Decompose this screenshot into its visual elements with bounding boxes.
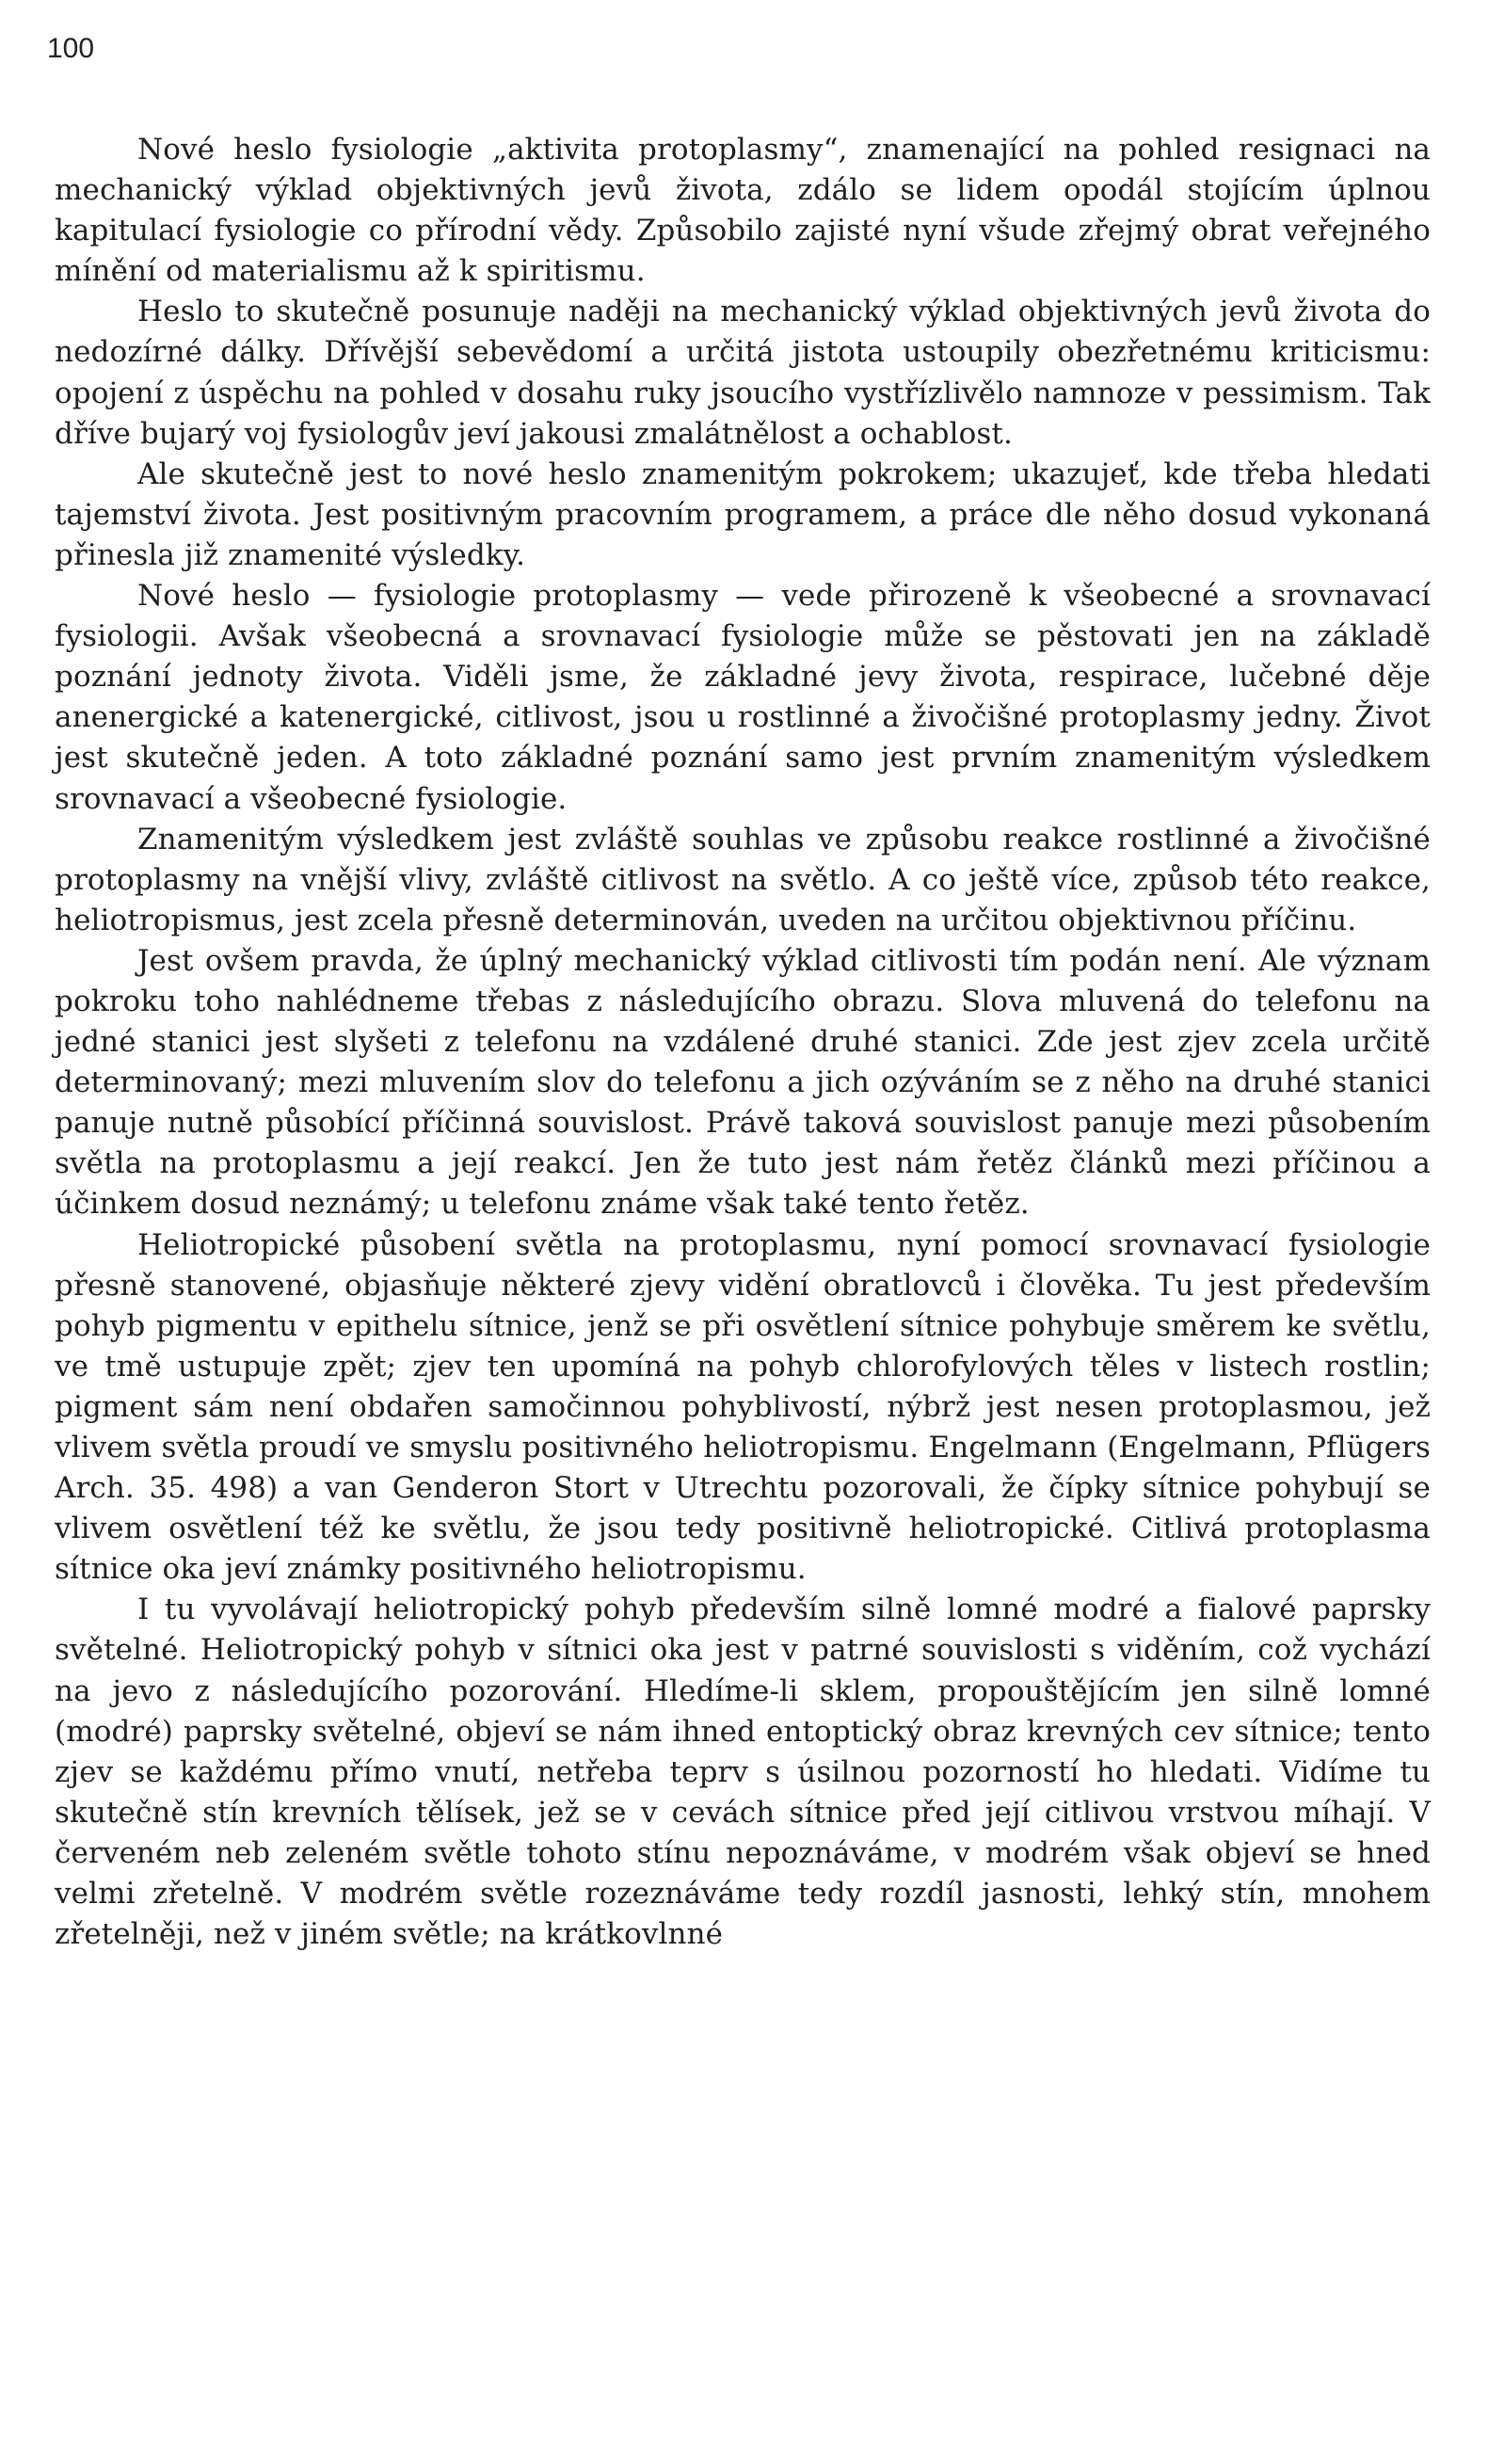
paragraph-4: Nové heslo — fysiologie protoplasmy — vede přirozeně k všeobecné a srovnavací fysiologii. Avšak všeobecná a srovnavací fysiologie může se pěstovati jen na základě poznání jednoty života. Viděli jsme, že základné jevy života, respirace, lučebné děje anenergické a katenergické, citlivost, jsou u rostlinné a živočišné protoplasmy jedny. Život jest skutečně jeden. A toto základné poznání samo jest prvním znamenitým výsledkem srovnavací a všeobecné fysiologie. xyxy=(55,579,1431,816)
paragraph-3: Ale skutečně jest to nové heslo znamenitým pokrokem; ukazujeť, kde třeba hledati tajemství života. Jest positivným pracovním programem, a práce dle něho dosud vykonaná přinesla již znamenité výsledky. xyxy=(55,456,1431,572)
paragraph-5: Znamenitým výsledkem jest zvláště souhlas ve způsobu reakce rostlinné a živočišné protoplasmy na vnější vlivy, zvláště citlivost na světlo. A co ještě více, způsob této reakce, heliotropismus, jest zcela přesně determinován, uveden na určitou objektivnou příčinu. xyxy=(55,822,1431,937)
paragraph-1: Nové heslo fysiologie „aktivita protoplasmy“, znamenající na pohled resignaci na mechanický výklad objektivných jevů života, zdálo se lidem opodál stojícím úplnou kapitulací fysiologie co přírodní vědy. Způsobilo zajisté nyní všude zřejmý obrat veřejného mínění od materialismu až k spiritismu. xyxy=(55,133,1431,289)
paragraph-8: I tu vyvolávají heliotropický pohyb především silně lomné modré a fialové paprsky světelné. Heliotropický pohyb v sítnici oka jest v patrné souvislosti s viděním, což vychází na jevo z následujícího pozorování. Hledíme-li sklem, propouštějícím jen silně lomné (modré) paprsky světelné, objeví se nám ihned entoptický obraz krevných cev sítnice; tento zjev se každému přímo vnutí, netřeba teprv s úsilnou pozorností ho hledati. Vidíme tu skutečně stín krevních tělísek, jež se v cevách sítnice před její citlivou vrstvou míhají. V červeném neb zeleném světle tohoto stínu nepoznáváme, v modrém však objeví se hned velmi zřetelně. V modrém světle rozeznáváme tedy rozdíl jasnosti, lehký stín, mnohem zřetelněji, než v jiném světle; na krátkovlnné xyxy=(55,1592,1431,1952)
paragraph-6: Jest ovšem pravda, že úplný mechanický výklad citlivosti tím podán není. Ale význam pokroku toho nahlédneme třebas z následujícího obrazu. Slova mluvená do telefonu na jedné stanici jest slyšeti z telefonu na vzdálené druhé stanici. Zde jest zjev zcela určitě determinovaný; mezi mluvením slov do telefonu a jich ozýváním se z něho na druhé stanici panuje nutně působící příčinná souvislost. Právě taková souvislost panuje mezi působením světla na protoplasmu a její reakcí. Jen že tuto jest nám řetěz článků mezi příčinou a účinkem dosud neznámý; u telefonu známe však také tento řetěz. xyxy=(55,943,1431,1222)
paragraph-2: Heslo to skutečně posunuje naději na mechanický výklad objektivných jevů života do nedozírné dálky. Dřívější sebevědomí a určitá jistota ustoupily obezřetnému kriticismu: opojení z úspěchu na pohled v dosahu ruky jsoucího vystřízlivělo namnoze v pessimism. Tak dříve bujarý voj fysiologův jeví jakousi zmalátnělost a ochablost. xyxy=(55,295,1431,451)
page-number: 100 xyxy=(47,33,95,64)
paragraph-7: Heliotropické působení světla na protoplasmu, nyní pomocí srovnavací fysiologie přesně stanovené, objasňuje některé zjevy vidění obratlovců i člověka. Tu jest především pohyb pigmentu v epithelu sítnice, jenž se při osvětlení sítnice pohybuje směrem ke světlu, ve tmě ustupuje zpět; zjev ten upomíná na pohyb chlorofylových těles v listech rostlin; pigment sám není obdařen samočinnou pohyblivostí, nýbrž jest nesen protoplasmou, jež vlivem světla proudí ve smyslu positivného heliotropismu. Engelmann (Engelmann, Pflügers Arch. 35. 498) a van Genderon Stort v Utrechtu pozorovali, že čípky sítnice pohybují se vlivem osvětlení též ke světlu, že jsou tedy positivně heliotropické. Citlivá protoplasma sítnice oka jeví známky positivného heliotropismu. xyxy=(55,1227,1431,1587)
body-text xyxy=(55,130,1431,1955)
